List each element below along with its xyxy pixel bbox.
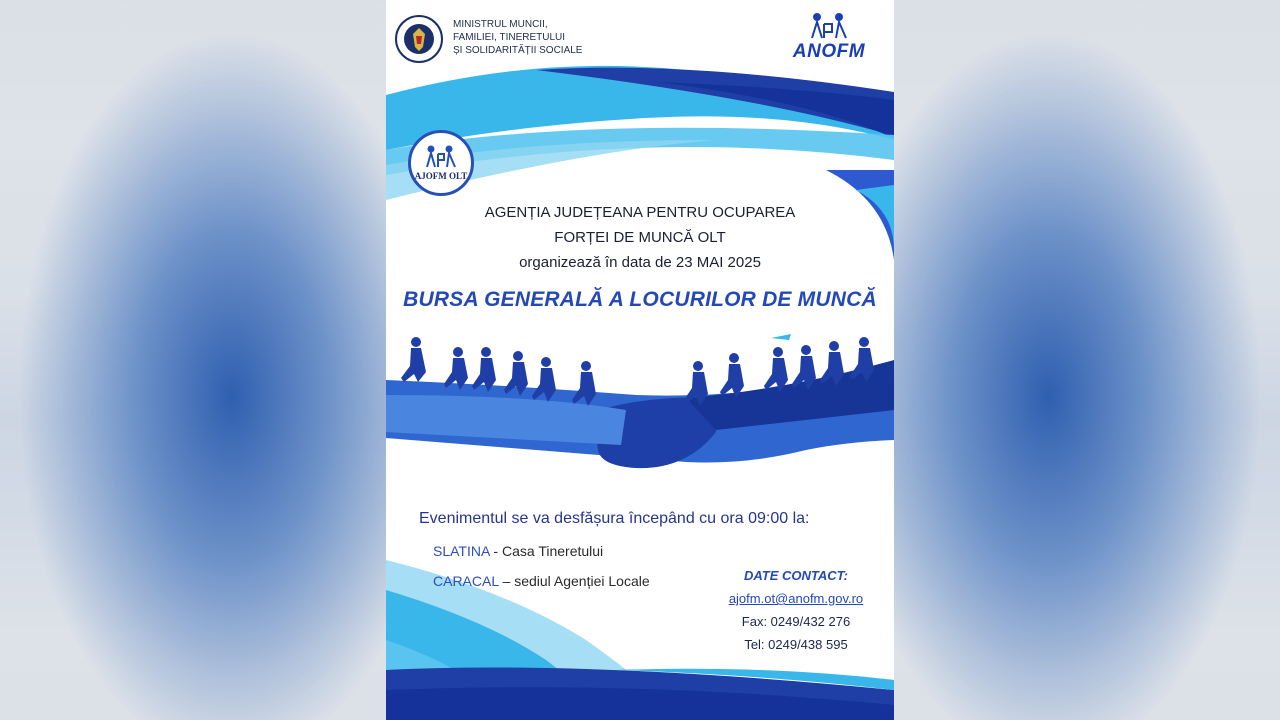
contact-fax: Fax: 0249/432 276 (741, 614, 851, 629)
anofm-logo-text: ANOFM (792, 41, 866, 62)
organizer-line-1: AGENȚIA JUDEȚEANA PENTRU OCUPAREA (484, 204, 796, 221)
location-slatina (433, 543, 603, 559)
ministry-line-3: ȘI SOLIDARITĂȚII SOCIALE (453, 45, 583, 56)
job-fair-poster (386, 0, 894, 720)
event-title: BURSA GENERALĂ A LOCURILOR DE MUNCĂ (403, 288, 877, 311)
contact-title: DATE CONTACT: (744, 568, 848, 583)
location-caracal (433, 573, 650, 589)
ministry-name (453, 18, 653, 57)
location-separator: - (489, 543, 502, 559)
organizer-line-3: organizează în data de 23 MAI 2025 (519, 254, 761, 271)
location-separator: – (498, 573, 515, 589)
location-place: sediul Agenției Locale (514, 573, 650, 589)
blurred-background-left (0, 0, 386, 720)
contact-phone: Tel: 0249/438 595 (744, 637, 848, 652)
event-time-text: Evenimentul se va desfășura începând cu ora 09:00 la: (419, 510, 810, 527)
ajofm-badge-label: AJOFM OLT (414, 171, 468, 181)
organizer-line-2: FORȚEI DE MUNCĂ OLT (554, 229, 726, 246)
gov-seal-icon (394, 14, 444, 64)
blurred-background-right (894, 0, 1280, 720)
ajofm-olt-badge (408, 130, 474, 196)
location-place: Casa Tineretului (502, 543, 604, 559)
location-city: CARACAL (433, 573, 499, 589)
ministry-line-1: MINISTRUL MUNCII, (453, 19, 548, 30)
ministry-line-2: FAMILIEI, TINERETULUI (453, 32, 566, 43)
decorative-waves (386, 0, 894, 720)
ajofm-logo-icon (411, 137, 471, 173)
location-city: SLATINA (433, 543, 490, 559)
contact-email-link[interactable]: ajofm.ot@anofm.gov.ro (728, 591, 864, 606)
